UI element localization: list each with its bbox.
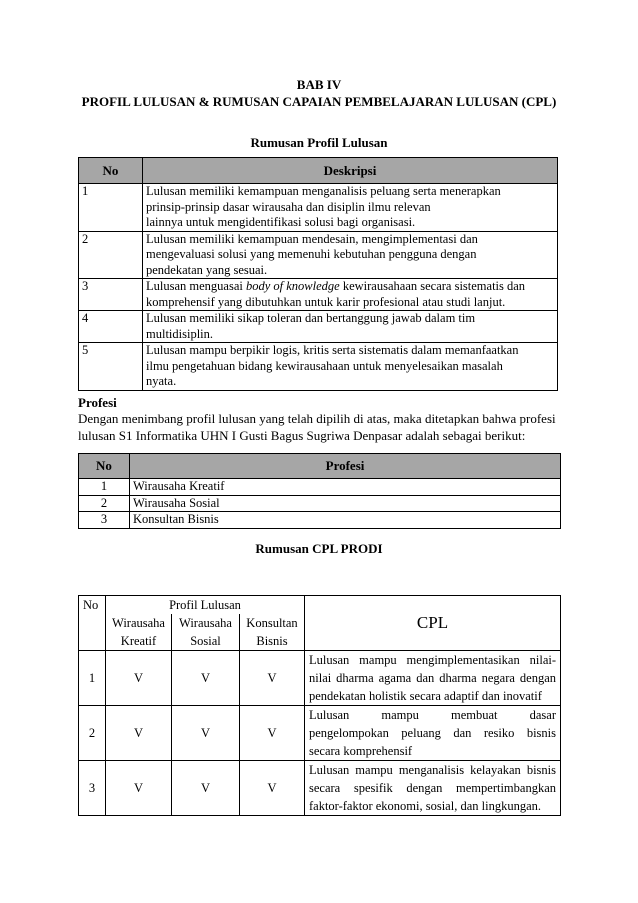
table-row: [79, 343, 558, 391]
row-description: [143, 343, 558, 391]
row-number: 3: [79, 279, 143, 311]
profesi-paragraph-line: Dengan menimbang profil lulusan yang telah dipilih di atas, maka ditetapkan bahwa profesi: [78, 411, 556, 426]
document-title: PROFIL LULUSAN & RUMUSAN CAPAIAN PEMBELAJARAN LULUSAN (CPL): [81, 94, 557, 109]
table-row: [79, 231, 558, 279]
profesi-table: [78, 453, 561, 529]
table-row: [79, 512, 561, 529]
column-header-cpl: CPL: [305, 596, 561, 651]
cpl-description: Lulusan mampu menganalisis kelayakan bisnis secara spesifik dengan mempertimbangkan faktor-faktor ekonomi, sosial, dan lingkungan.: [305, 761, 561, 816]
check-mark: V: [240, 761, 305, 816]
row-number: 4: [79, 311, 143, 343]
table-row: [79, 761, 561, 816]
description-line: Lulusan memiliki sikap toleran dan bertanggung jawab dalam tim: [146, 311, 476, 325]
row-number: 1: [79, 651, 106, 706]
subheader-konsultan-bisnis: Konsultan Bisnis: [240, 614, 305, 651]
row-description: [143, 231, 558, 279]
description-line: Lulusan menguasai body of knowledge kewirausahaan secara sistematis dan: [146, 279, 526, 293]
column-header-no: No: [79, 596, 106, 615]
chapter-heading: BAB IV: [296, 77, 342, 92]
profesi-paragraph-line: lulusan S1 Informatika UHN I Gusti Bagus Sugriwa Denpasar adalah sebagai berikut:: [78, 428, 526, 443]
subheader-wirausaha-kreatif: Wirausaha Kreatif: [106, 614, 172, 651]
description-line: lainnya untuk mengidentifikasi solusi bagi organisasi.: [146, 215, 416, 229]
column-header-profil-lulusan: Profil Lulusan: [106, 596, 305, 615]
section-title-profil: Rumusan Profil Lulusan: [250, 135, 388, 150]
row-description: [143, 279, 558, 311]
column-header-no: No: [79, 158, 143, 184]
description-line: mengevaluasi solusi yang memenuhi kebutuhan pengguna dengan: [146, 247, 477, 261]
section-title-cpl: Rumusan CPL PRODI: [255, 541, 383, 556]
row-number: 1: [79, 479, 130, 496]
table-header-row: [79, 158, 558, 184]
check-mark: V: [172, 706, 240, 761]
description-line: pendekatan yang sesuai.: [146, 262, 268, 277]
check-mark: V: [172, 761, 240, 816]
description-line: prinsip-prinsip dasar wirausaha dan disiplin ilmu relevan: [146, 199, 431, 214]
row-number: 3: [79, 512, 130, 529]
check-mark: V: [240, 651, 305, 706]
row-number: 1: [79, 184, 143, 232]
row-number: 2: [79, 706, 106, 761]
column-header-no: No: [79, 454, 130, 479]
table-row: [79, 479, 561, 496]
table-row: [79, 311, 558, 343]
profesi-name: Konsultan Bisnis: [130, 512, 561, 529]
check-mark: V: [106, 761, 172, 816]
description-line: Lulusan memiliki kemampuan mendesain, mengimplementasi dan: [146, 231, 478, 246]
description-line: Lulusan memiliki kemampuan menganalisis peluang serta menerapkan: [146, 184, 501, 198]
table-row: [79, 651, 561, 706]
cpl-description: Lulusan mampu mengimplementasikan nilai- nilai dharma agama dan dharma negara dengan pendekatan holistik secara adaptif dan inovatif: [305, 651, 561, 706]
subheader-wirausaha-sosial: Wirausaha Sosial: [172, 614, 240, 651]
row-description: [143, 184, 558, 232]
row-number: 2: [79, 495, 130, 512]
row-number: 5: [79, 343, 143, 391]
check-mark: V: [106, 706, 172, 761]
table-header-row: [79, 454, 561, 479]
profil-lulusan-table: [78, 157, 558, 391]
column-header-deskripsi: Deskripsi: [143, 158, 558, 184]
column-header-profesi: Profesi: [130, 454, 561, 479]
check-mark: V: [240, 706, 305, 761]
row-number: 2: [79, 231, 143, 279]
table-header-row: [79, 596, 561, 615]
table-row: [79, 706, 561, 761]
description-line: Lulusan mampu berpikir logis, kritis serta sistematis dalam memanfaatkan: [146, 343, 519, 357]
description-line: komprehensif yang dibutuhkan untuk karir profesional atau studi lanjut.: [146, 294, 506, 309]
description-line: nyata.: [146, 374, 177, 388]
table-row: [79, 184, 558, 232]
cpl-table: [78, 595, 561, 816]
profesi-name: Wirausaha Kreatif: [130, 479, 561, 496]
profesi-heading: Profesi: [78, 395, 117, 410]
row-description: [143, 311, 558, 343]
table-row: [79, 279, 558, 311]
row-number: 3: [79, 761, 106, 816]
cpl-description: Lulusan mampu membuat dasar pengelompokan peluang dan resiko bisnis secara komprehensif: [305, 706, 561, 761]
description-line: ilmu pengetahuan bidang kewirausahaan untuk menyelesaikan masalah: [146, 358, 503, 373]
profesi-name: Wirausaha Sosial: [130, 495, 561, 512]
table-row: [79, 495, 561, 512]
description-line: multidisiplin.: [146, 326, 214, 341]
check-mark: V: [106, 651, 172, 706]
check-mark: V: [172, 651, 240, 706]
